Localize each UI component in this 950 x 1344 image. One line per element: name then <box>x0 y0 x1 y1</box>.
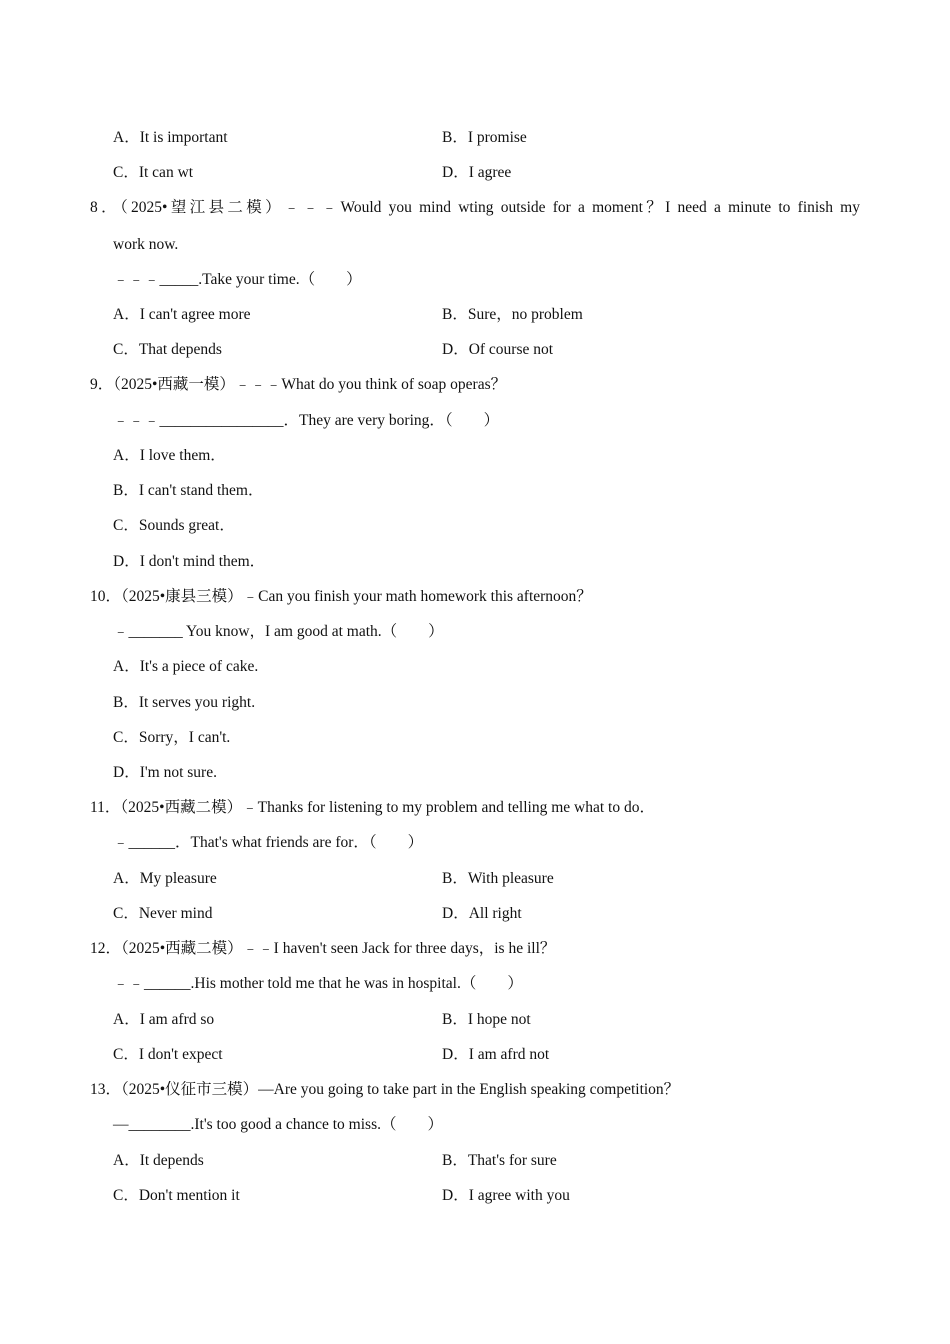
question-11-option-b: B．With pleasure <box>442 870 554 887</box>
question-13-stem: 13．（2025•仪征市三模）—Are you going to take part in the English speaking competition？ <box>90 1081 680 1098</box>
question-8-option-a: A．I can't agree more <box>113 306 251 323</box>
question-12-stem: 12．（2025•西藏二模）﹣﹣I haven't seen Jack for three days，is he ill？ <box>90 940 556 957</box>
question-11-option-c: C．Never mind <box>113 905 213 922</box>
question-12-option-d: D．I am afrd not <box>442 1046 550 1063</box>
question-9-stem: 9．（2025•西藏一模）﹣﹣﹣What do you think of soap operas？ <box>90 376 507 393</box>
question-8-reply: ﹣﹣﹣_____.Take your time.（ ） <box>113 271 362 288</box>
question-10-option-b: B．It serves you right. <box>113 694 256 711</box>
question-9-option-a: A．I love them． <box>113 447 226 464</box>
option-d: D．I agree <box>442 164 512 181</box>
question-13-option-b: B．That's for sure <box>442 1152 557 1169</box>
question-9-option-d: D．I don't mind them． <box>113 553 266 570</box>
question-8-option-d: D．Of course not <box>442 341 554 358</box>
question-10-stem: 10．（2025•康县三模）﹣Can you finish your math homework this afternoon？ <box>90 588 592 605</box>
question-9-reply: ﹣﹣﹣________________．They are very boring．（ ） <box>113 412 500 429</box>
question-8-stem-continued: work now. <box>113 236 179 253</box>
question-8-option-b: B．Sure，no problem <box>442 306 583 323</box>
question-12-option-a: A．I am afrd so <box>113 1011 215 1028</box>
question-11-stem: 11．（2025•西藏二模）﹣Thanks for listening to my problem and telling me what to do． <box>90 799 655 816</box>
question-9-option-c: C．Sounds great． <box>113 517 235 534</box>
question-10-option-c: C．Sorry，I can't. <box>113 729 231 746</box>
question-11-option-a: A．My pleasure <box>113 870 217 887</box>
option-b: B．I promise <box>442 129 527 146</box>
question-13-option-d: D．I agree with you <box>442 1187 570 1204</box>
question-13-option-c: C．Don't mention it <box>113 1187 240 1204</box>
question-10-option-d: D．I'm not sure. <box>113 764 217 781</box>
question-13-option-a: A．It depends <box>113 1152 204 1169</box>
question-8-option-c: C．That depends <box>113 341 222 358</box>
question-9-option-b: B．I can't stand them． <box>113 482 264 499</box>
question-10-reply: ﹣_______ You know，I am good at math.（ ） <box>113 623 444 640</box>
option-a: A．It is important <box>113 129 228 146</box>
question-12-option-b: B．I hope not <box>442 1011 531 1028</box>
question-10-option-a: A．It's a piece of cake. <box>113 658 259 675</box>
option-c: C．It can wt <box>113 164 194 181</box>
question-13-reply: —________.It's too good a chance to miss.（ ） <box>113 1116 443 1133</box>
question-11-option-d: D．All right <box>442 905 522 922</box>
question-11-reply: ﹣______．That's what friends are for．（ ） <box>113 834 424 851</box>
question-8-stem: 8．（2025•望江县二模）﹣﹣﹣Would you mind wting outside for a moment？I need a minute to finish my <box>90 199 860 216</box>
question-12-reply: ﹣﹣______.His mother told me that he was in hospital.（ ） <box>113 975 523 992</box>
question-12-option-c: C．I don't expect <box>113 1046 223 1063</box>
